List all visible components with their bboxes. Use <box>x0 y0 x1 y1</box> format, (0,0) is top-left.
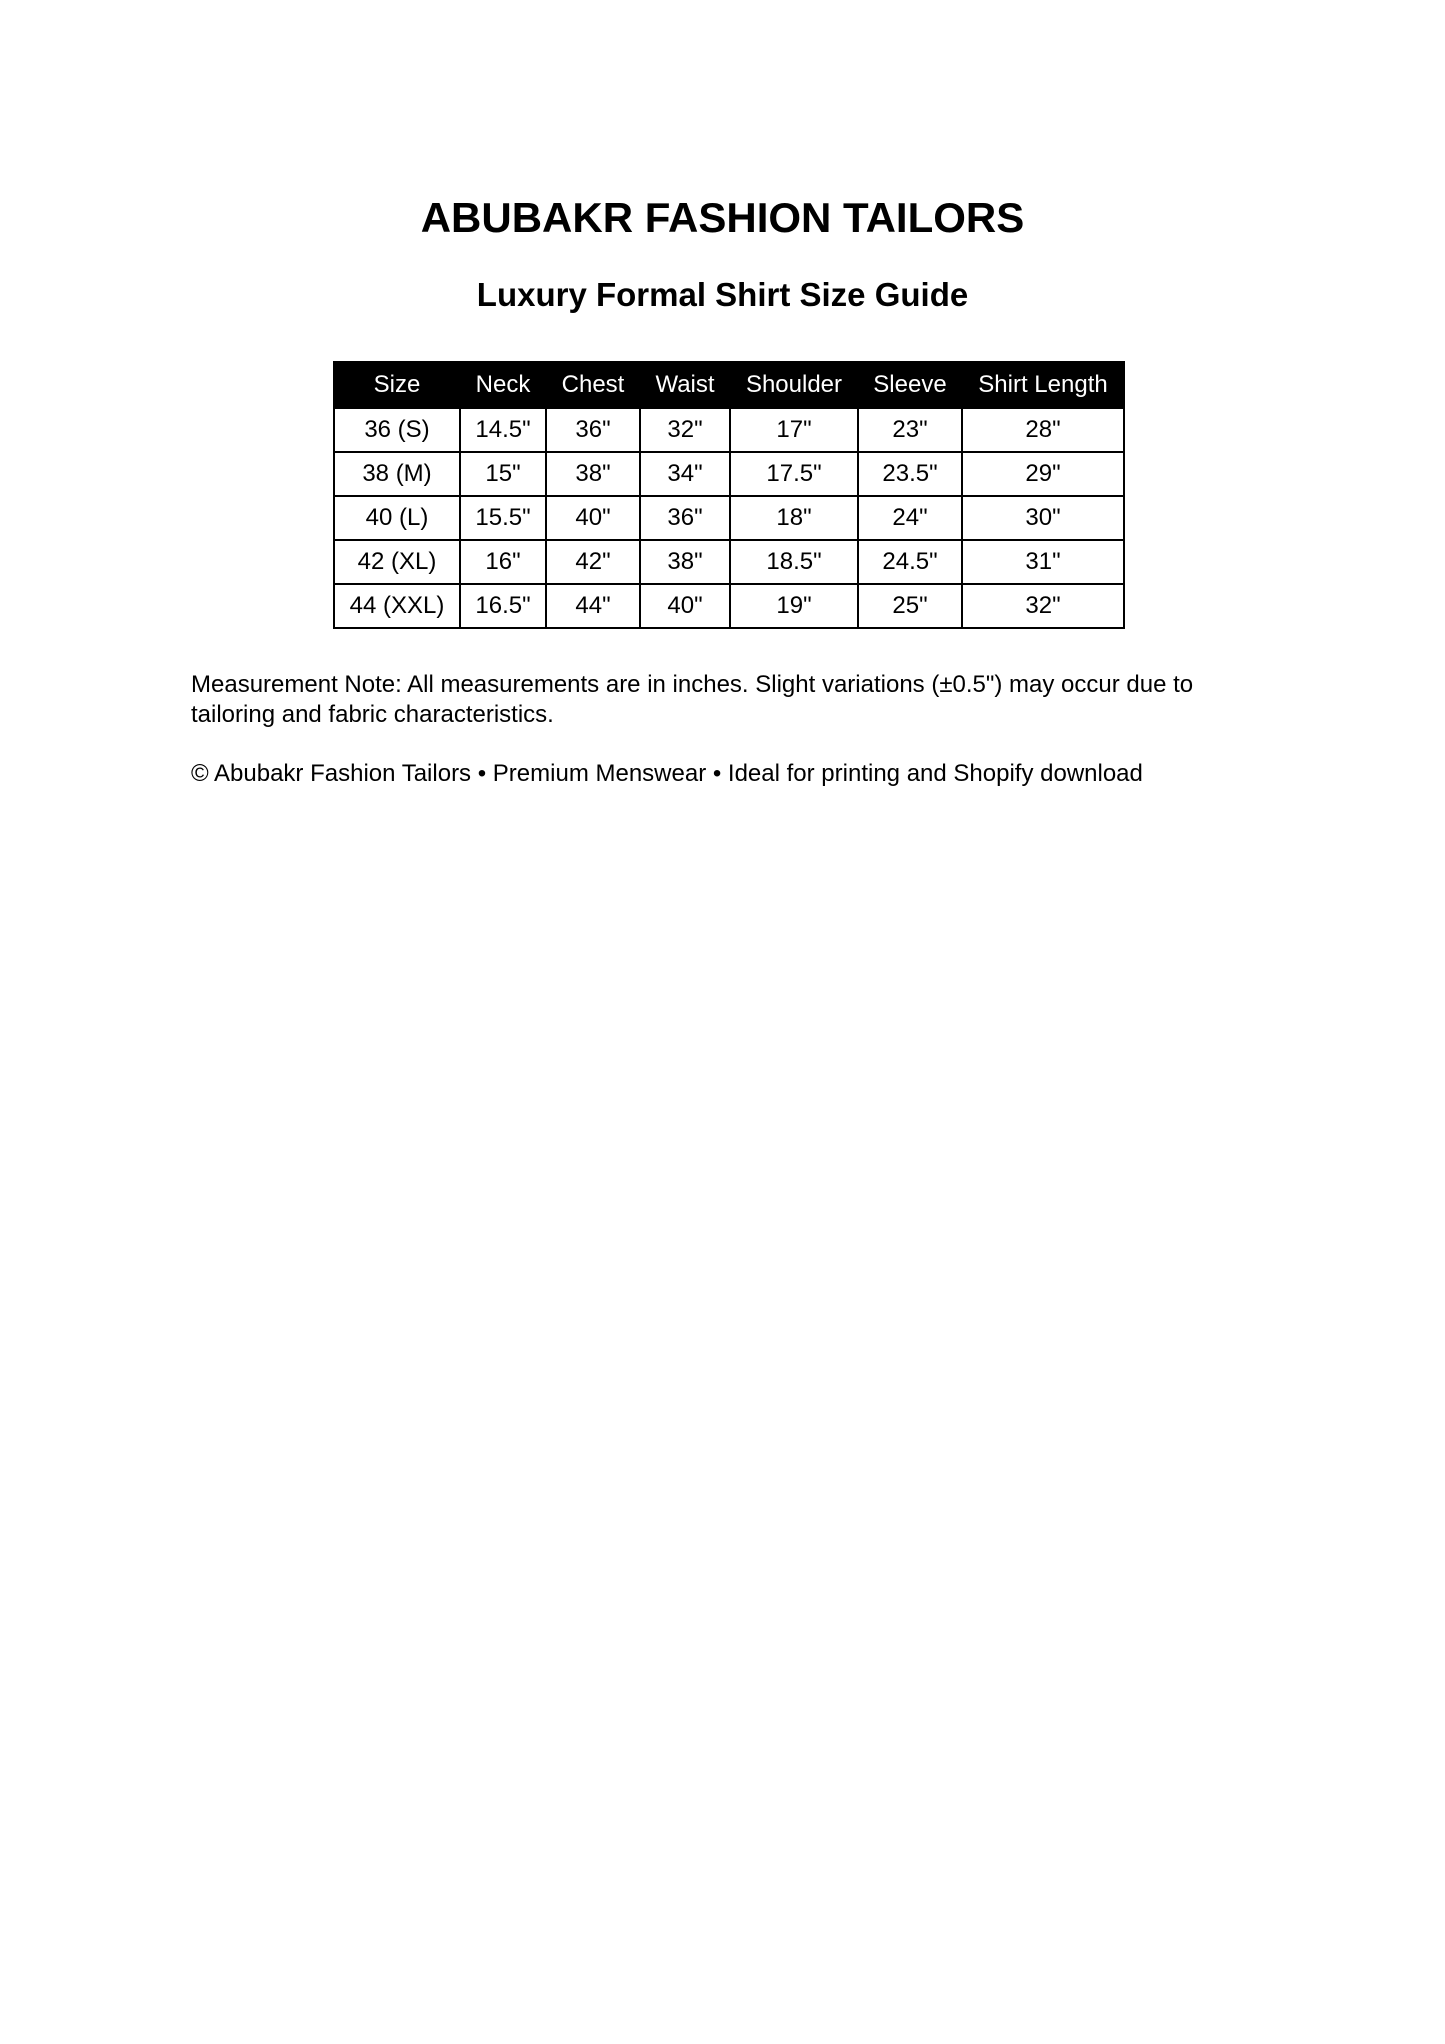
table-cell-shirt-length: 30" <box>962 496 1124 540</box>
table-cell-waist: 40" <box>640 584 730 628</box>
column-header-shirt-length: Shirt Length <box>962 362 1124 408</box>
table-cell-shoulder: 17.5" <box>730 452 858 496</box>
table-cell-size: 40 (L) <box>334 496 460 540</box>
copyright-footer: © Abubakr Fashion Tailors • Premium Menswear • Ideal for printing and Shopify download <box>191 760 1143 787</box>
table-cell-waist: 36" <box>640 496 730 540</box>
column-header-waist: Waist <box>640 362 730 408</box>
table-cell-size: 36 (S) <box>334 408 460 452</box>
table-cell-shoulder: 18.5" <box>730 540 858 584</box>
table-cell-neck: 15.5" <box>460 496 546 540</box>
table-row <box>334 452 1124 496</box>
size-guide-table <box>333 361 1125 629</box>
table-cell-neck: 14.5" <box>460 408 546 452</box>
table-cell-neck: 16" <box>460 540 546 584</box>
table-cell-neck: 15" <box>460 452 546 496</box>
column-header-shoulder: Shoulder <box>730 362 858 408</box>
table-cell-shoulder: 18" <box>730 496 858 540</box>
column-header-chest: Chest <box>546 362 640 408</box>
table-cell-sleeve: 25" <box>858 584 962 628</box>
table-row <box>334 584 1124 628</box>
table-cell-chest: 42" <box>546 540 640 584</box>
table-cell-shoulder: 19" <box>730 584 858 628</box>
table-cell-shirt-length: 32" <box>962 584 1124 628</box>
measurement-note: Measurement Note: All measurements are in inches. Slight variations (±0.5") may occur due to tailoring and fabric characteristics. <box>191 671 1194 728</box>
table-cell-chest: 44" <box>546 584 640 628</box>
table-cell-chest: 40" <box>546 496 640 540</box>
column-header-size: Size <box>334 362 460 408</box>
table-cell-sleeve: 23.5" <box>858 452 962 496</box>
table-cell-waist: 38" <box>640 540 730 584</box>
table-cell-chest: 36" <box>546 408 640 452</box>
table-cell-size: 42 (XL) <box>334 540 460 584</box>
table-row <box>334 408 1124 452</box>
table-cell-sleeve: 24.5" <box>858 540 962 584</box>
page-subtitle: Luxury Formal Shirt Size Guide <box>476 276 969 313</box>
table-cell-neck: 16.5" <box>460 584 546 628</box>
page-title: ABUBAKR FASHION TAILORS <box>420 194 1025 241</box>
table-cell-shirt-length: 31" <box>962 540 1124 584</box>
table-cell-sleeve: 23" <box>858 408 962 452</box>
table-cell-shoulder: 17" <box>730 408 858 452</box>
table-row <box>334 496 1124 540</box>
table-row <box>334 540 1124 584</box>
column-header-neck: Neck <box>460 362 546 408</box>
column-header-sleeve: Sleeve <box>858 362 962 408</box>
table-cell-size: 44 (XXL) <box>334 584 460 628</box>
table-cell-size: 38 (M) <box>334 452 460 496</box>
table-cell-chest: 38" <box>546 452 640 496</box>
table-cell-sleeve: 24" <box>858 496 962 540</box>
table-cell-waist: 34" <box>640 452 730 496</box>
table-cell-shirt-length: 28" <box>962 408 1124 452</box>
table-cell-shirt-length: 29" <box>962 452 1124 496</box>
table-header-row <box>334 362 1124 408</box>
table-cell-waist: 32" <box>640 408 730 452</box>
